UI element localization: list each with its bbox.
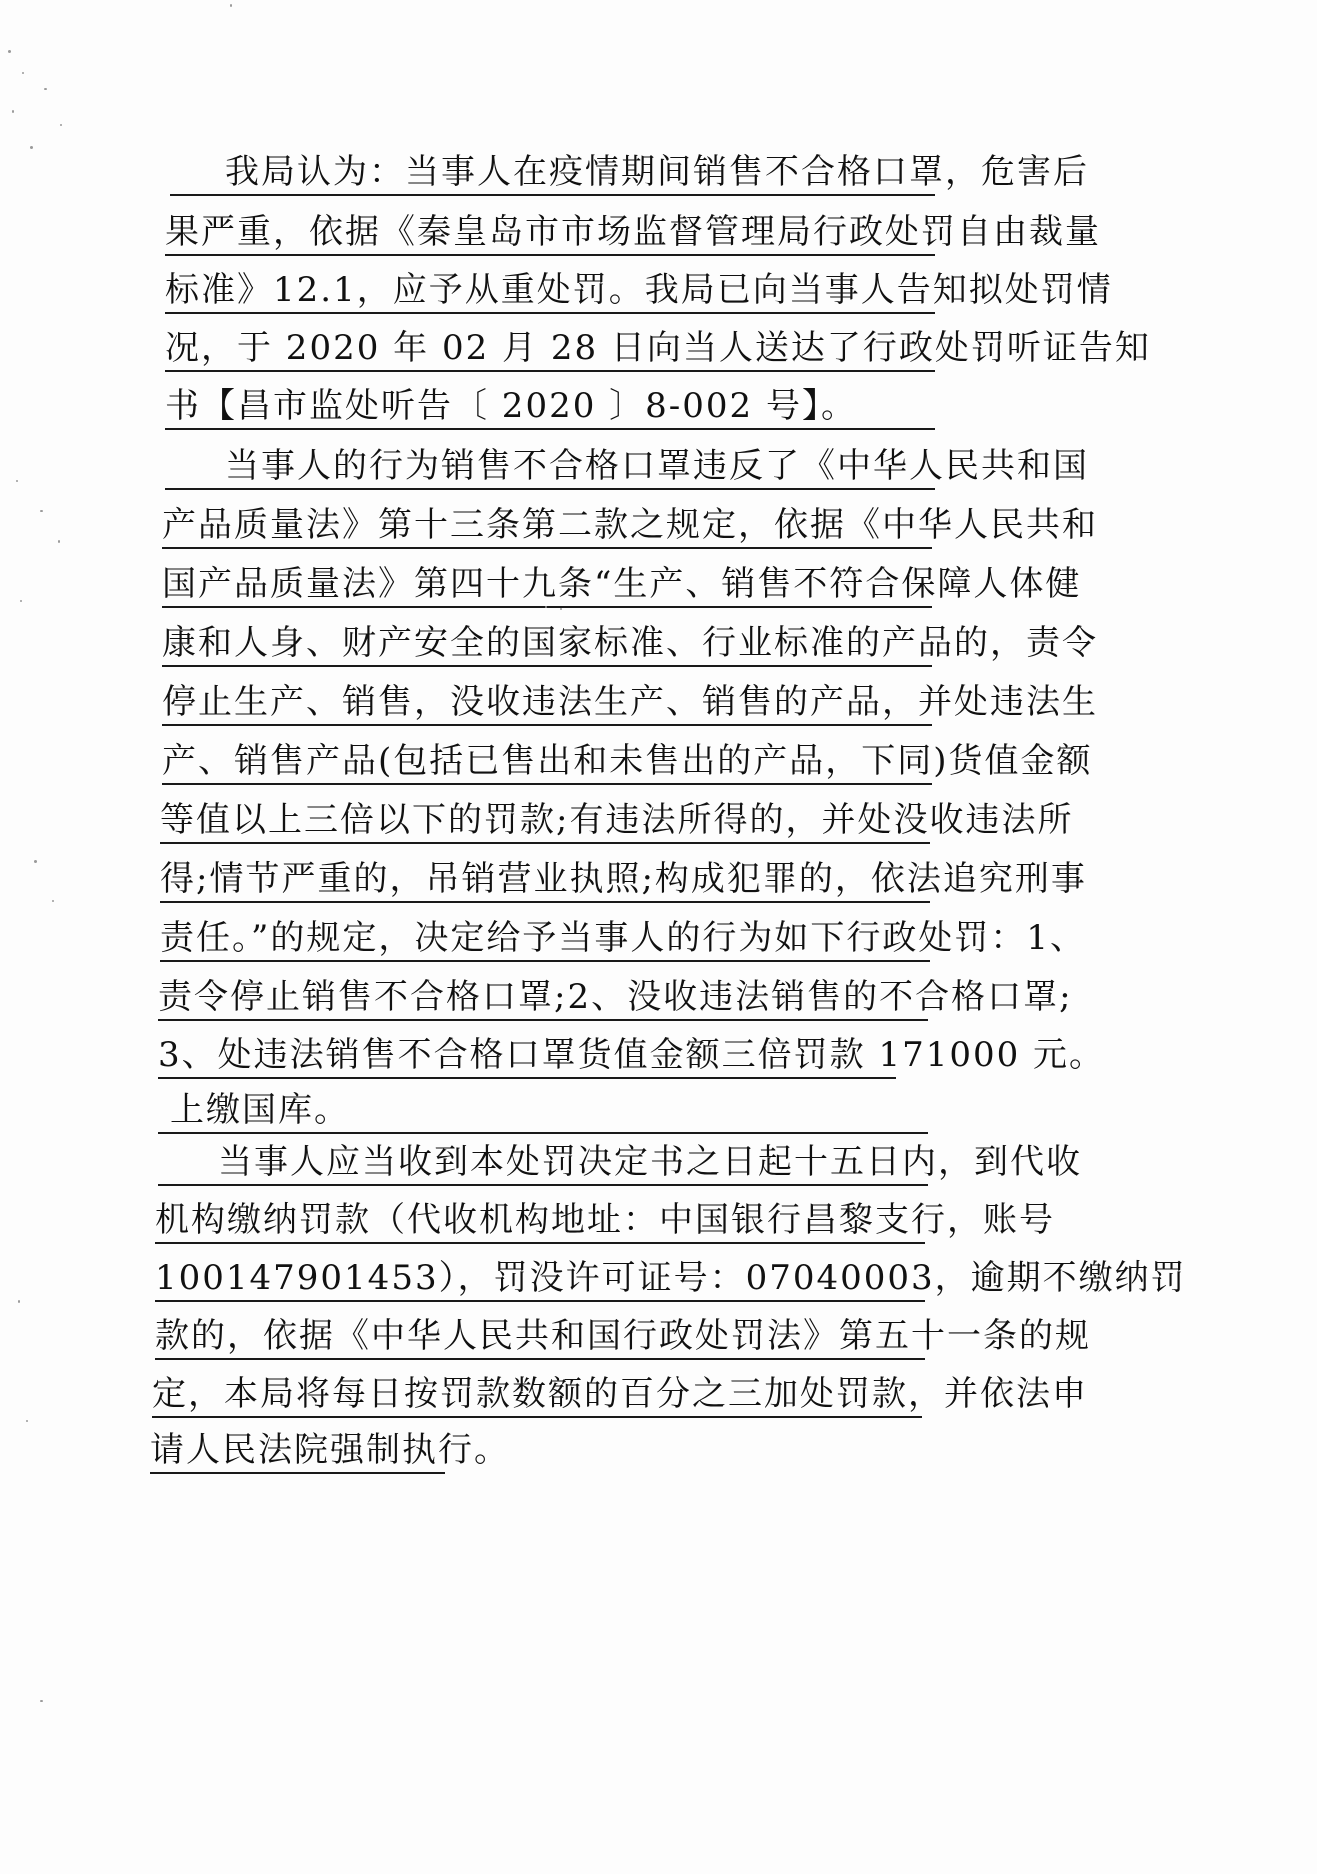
- paragraph-1-line-2: 果严重，依据《秦皇岛市市场监督管理局行政处罚自由裁量: [165, 210, 935, 256]
- scan-speck: [8, 50, 11, 53]
- paragraph-3-line-2: 机构缴纳罚款（代收机构地址：中国银行昌黎支行，账号: [155, 1198, 925, 1244]
- paragraph-3-line-4: 款的，依据《中华人民共和国行政处罚法》第五十一条的规: [155, 1314, 925, 1360]
- paragraph-2-line-7: 等值以上三倍以下的罚款;有违法所得的，并处没收违法所: [160, 798, 930, 844]
- paragraph-2-line-5: 停止生产、销售，没收违法生产、销售的产品，并处违法生: [162, 680, 932, 726]
- scan-speck: [545, 606, 547, 608]
- scan-speck: [20, 600, 22, 602]
- paragraph-1-line-4: 况，于 2020 年 02 月 28 日向当人送达了行政处罚听证告知: [165, 326, 935, 372]
- paragraph-3-line-5: 定，本局将每日按罚款数额的百分之三加处罚款，并依法申: [152, 1372, 922, 1418]
- scan-speck: [40, 510, 43, 512]
- paragraph-1-line-3: 标准》12.1，应予从重处罚。我局已向当事人告知拟处罚情: [165, 268, 935, 314]
- scan-speck: [26, 1420, 28, 1422]
- paragraph-2-line-10: 责令停止销售不合格口罩;2、没收违法销售的不合格口罩;: [158, 975, 928, 1021]
- paragraph-2-line-4: 康和人身、财产安全的国家标准、行业标准的产品的，责令: [162, 621, 932, 667]
- scan-speck: [40, 1700, 43, 1702]
- paragraph-2-line-2: 产品质量法》第十三条第二款之规定，依据《中华人民共和: [162, 503, 932, 549]
- scan-speck: [44, 88, 47, 90]
- scan-speck: [12, 110, 14, 113]
- scan-speck: [52, 900, 54, 902]
- paragraph-1-line-1: 我局认为：当事人在疫情期间销售不合格口罩，危害后: [170, 150, 935, 196]
- scan-speck: [60, 124, 62, 126]
- paragraph-3-line-6: 请人民法院强制执行。: [150, 1428, 445, 1474]
- scan-speck: [560, 608, 562, 610]
- paragraph-2-line-12: 上缴国库。: [158, 1088, 928, 1134]
- paragraph-2-line-9: 责任。”的规定，决定给予当事人的行为如下行政处罚：1、: [160, 916, 930, 962]
- paragraph-3-line-1: 当事人应当收到本处罚决定书之日起十五日内，到代收: [158, 1140, 928, 1186]
- paragraph-1-line-5: 书【昌市监处听告〔 2020 〕8-002 号】。: [165, 384, 935, 430]
- scan-speck: [58, 540, 60, 543]
- paragraph-2-line-8: 得;情节严重的，吊销营业执照;构成犯罪的，依法追究刑事: [160, 857, 930, 903]
- scan-speck: [34, 860, 37, 863]
- paragraph-2-line-3: 国产品质量法》第四十九条“生产、销售不符合保障人体健: [162, 562, 932, 608]
- scan-speck: [18, 1300, 20, 1303]
- paragraph-2-line-11: 3、处违法销售不合格口罩货值金额三倍罚款 171000 元。: [158, 1033, 896, 1079]
- scan-speck: [22, 72, 24, 74]
- paragraph-2-line-1: 当事人的行为销售不合格口罩违反了《中华人民共和国: [165, 444, 935, 490]
- scan-speck: [30, 146, 33, 149]
- paragraph-2-line-6: 产、销售产品(包括已售出和未售出的产品，下同)货值金额: [162, 739, 932, 785]
- paragraph-3-line-3: 100147901453），罚没许可证号：07040003，逾期不缴纳罚: [155, 1256, 925, 1302]
- scan-speck: [230, 4, 232, 7]
- scan-speck: [16, 480, 18, 482]
